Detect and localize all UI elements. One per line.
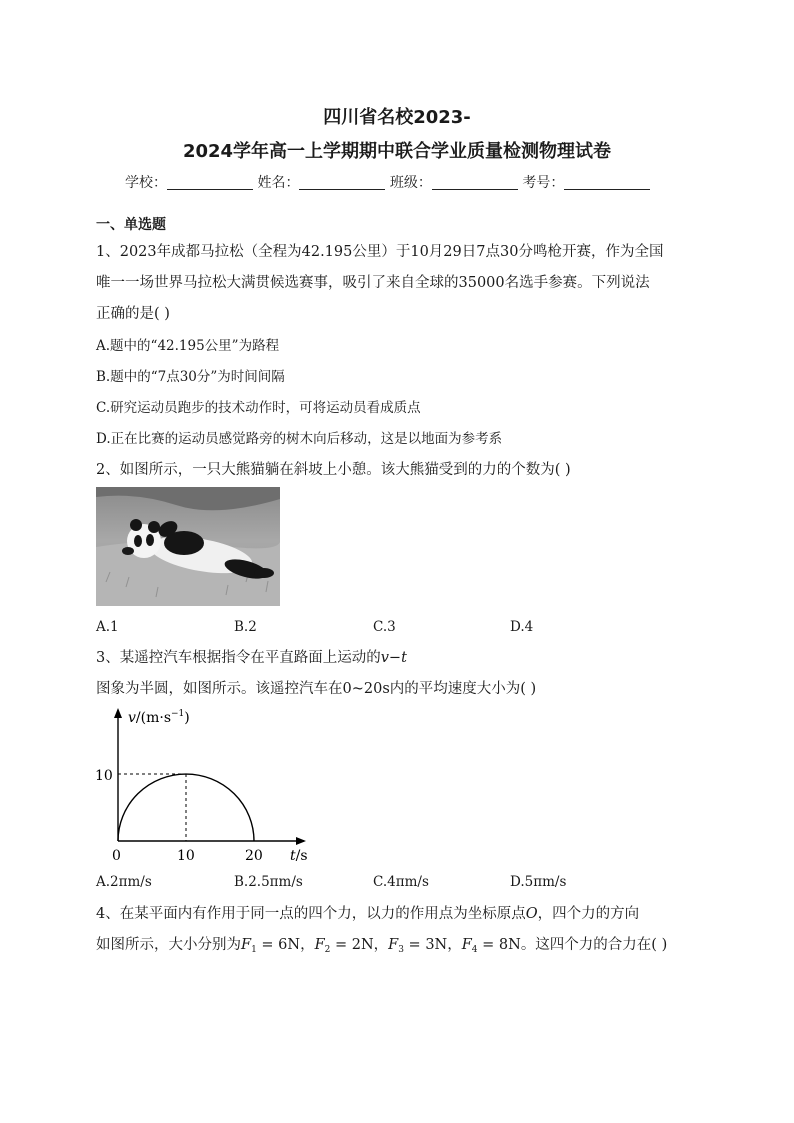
q3-vt-symbol: v−t	[380, 650, 407, 666]
name-label: 姓名：	[257, 175, 300, 191]
q4-origin-symbol: O	[525, 906, 538, 922]
section-heading: 一、单选题	[96, 217, 166, 233]
exam-no-label: 考号：	[522, 175, 565, 191]
name-blank[interactable]	[299, 175, 385, 190]
q3-line-2: 图象为半圆，如图所示。该遥控汽车在0~20s内的平均速度大小为( )	[96, 681, 537, 697]
q2-option-c[interactable]: C.3	[373, 619, 396, 635]
y-axis-label: $v/(m\cdot s^{-1})$	[128, 709, 190, 726]
vt-graph	[95, 703, 316, 864]
school-blank[interactable]	[167, 175, 253, 190]
q3-line-1	[96, 646, 407, 667]
title-line-2: 2024学年高一上学期期中联合学业质量检测物理试卷	[182, 141, 612, 162]
q1-option-b[interactable]: B.题中的“7点30分”为时间间隔	[96, 369, 285, 385]
q3-line-1-text: 3、某遥控汽车根据指令在平直路面上运动的	[96, 650, 381, 666]
y-axis-arrow	[114, 708, 122, 718]
panda-photo	[96, 487, 280, 606]
school-label: 学校：	[125, 175, 167, 191]
q3-option-a[interactable]: A.2πm/s	[96, 874, 152, 890]
q1-line-1: 1、2023年成都马拉松（全程为42.195公里）于10月29日7点30分鸣枪开赛，作为全国	[96, 244, 664, 260]
q3-option-d[interactable]: D.5πm/s	[510, 874, 567, 890]
q1-option-c[interactable]: C.研究运动员跑步的技术动作时，可将运动员看成质点	[96, 400, 421, 416]
force-f3: $F_3 = 3N$	[388, 937, 448, 955]
q4-line-1-end: ，四个力的方向	[537, 906, 640, 922]
exam-no-blank[interactable]	[564, 175, 650, 190]
q3-option-b[interactable]: B.2.5πm/s	[234, 874, 303, 890]
q1-line-2: 唯一一场世界马拉松大满贯候选赛事，吸引了来自全球的35000名选手参赛。下列说法	[96, 275, 650, 291]
class-blank[interactable]	[432, 175, 518, 190]
q4-line-2-end: 。这四个力的合力在( )	[520, 937, 668, 953]
x-tick-0: 0	[112, 848, 121, 864]
q4-line-2-text: 如图所示，大小分别为	[96, 937, 241, 953]
q2-option-a[interactable]: A.1	[96, 619, 119, 635]
x-tick-10: 10	[177, 848, 195, 864]
q2-option-d[interactable]: D.4	[510, 619, 534, 635]
force-f2: $F_2 = 2N$	[314, 937, 374, 955]
q4-line-1-text: 4、在某平面内有作用于同一点的四个力，以力的作用点为坐标原点	[96, 906, 526, 922]
q1-option-a[interactable]: A.题中的“42.195公里”为路程	[96, 338, 280, 354]
q2-line-1: 2、如图所示，一只大熊猫躺在斜坡上小憩。该大熊猫受到的力的个数为( )	[96, 462, 571, 478]
y-tick-10: 10	[95, 768, 113, 784]
q2-option-b[interactable]: B.2	[234, 619, 257, 635]
x-axis-arrow	[296, 837, 306, 845]
q3-option-c[interactable]: C.4πm/s	[373, 874, 429, 890]
q4-line-2: 如图所示，大小分别为$F_1 = 6N$，$F_2 = 2N$，$F_3 = 3N$，$F_4 = 8N$。这四个力的合力在( )	[96, 937, 668, 955]
force-f1: $F_1 = 6N$	[241, 937, 301, 955]
title-line-1: 四川省名校2023-	[323, 107, 471, 128]
q1-line-3: 正确的是( )	[96, 306, 170, 322]
info-line	[125, 172, 650, 192]
force-f4: $F_4 = 8N$	[461, 937, 521, 955]
x-axis-label: t/s	[290, 848, 308, 864]
q4-line-1	[96, 902, 639, 923]
q1-option-d[interactable]: D.正在比赛的运动员感觉路旁的树木向后移动，这是以地面为参考系	[96, 431, 503, 447]
class-label: 班级：	[389, 175, 432, 191]
x-tick-20: 20	[245, 848, 263, 864]
